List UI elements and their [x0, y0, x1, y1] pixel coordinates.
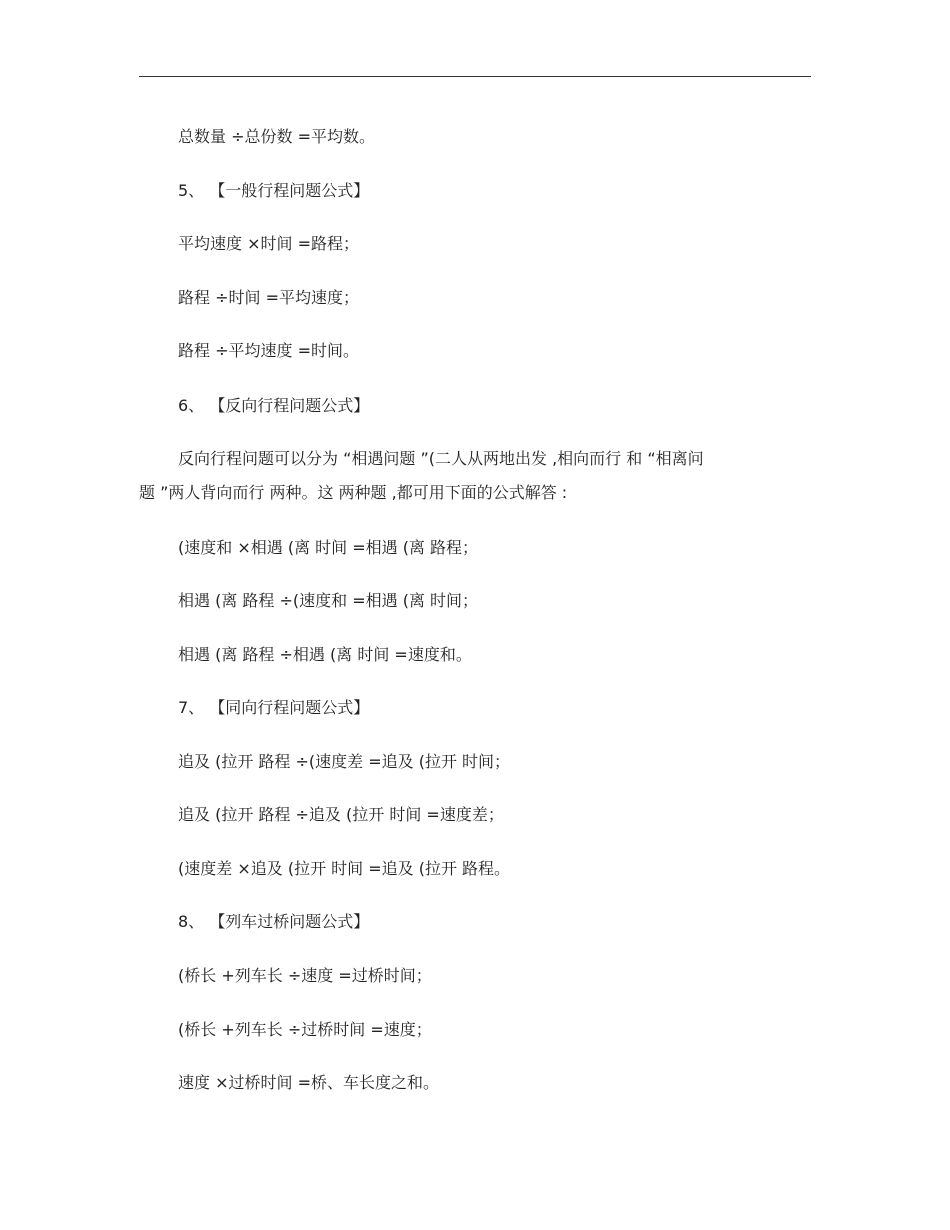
formula-line: (桥长 +列车长 ÷速度 =过桥时间； — [178, 966, 432, 985]
section-heading-8: 8、 【列车过桥问题公式】 — [178, 912, 370, 931]
formula-line: 相遇 (离 路程 ÷相遇 (离 时间 =速度和。 — [178, 645, 472, 664]
formula-line: (速度和 ×相遇 (离 时间 =相遇 (离 路程； — [178, 538, 479, 557]
formula-line: 追及 (拉开 路程 ÷追及 (拉开 时间 =速度差； — [178, 805, 504, 824]
formula-average: 总数量 ÷总份数 =平均数。 — [178, 127, 375, 146]
formula-line: (速度差 ×追及 (拉开 时间 =追及 (拉开 路程。 — [178, 859, 511, 878]
section-heading-5: 5、 【一般行程问题公式】 — [178, 181, 370, 200]
paragraph-line: 题 ”两人背向而行 两种。这 两种题 ,都可用下面的公式解答 : — [139, 483, 568, 502]
header-rule — [139, 76, 811, 77]
formula-line: 平均速度 ×时间 =路程； — [178, 234, 359, 253]
formula-line: 相遇 (离 路程 ÷(速度和 =相遇 (离 时间； — [178, 591, 479, 610]
formula-line: 路程 ÷时间 =平均速度； — [178, 288, 359, 307]
section-heading-6: 6、 【反向行程问题公式】 — [178, 396, 370, 415]
formula-line: 追及 (拉开 路程 ÷(速度差 =追及 (拉开 时间； — [178, 752, 511, 771]
paragraph-line: 反向行程问题可以分为 “相遇问题 ”(二人从两地出发 ,相向而行 和 “相离问 — [178, 449, 704, 468]
formula-line: 速度 ×过桥时间 =桥、车长度之和。 — [178, 1073, 439, 1092]
section-heading-7: 7、 【同向行程问题公式】 — [178, 698, 370, 717]
formula-line: (桥长 +列车长 ÷过桥时间 =速度； — [178, 1020, 432, 1039]
formula-line: 路程 ÷平均速度 =时间。 — [178, 341, 359, 360]
